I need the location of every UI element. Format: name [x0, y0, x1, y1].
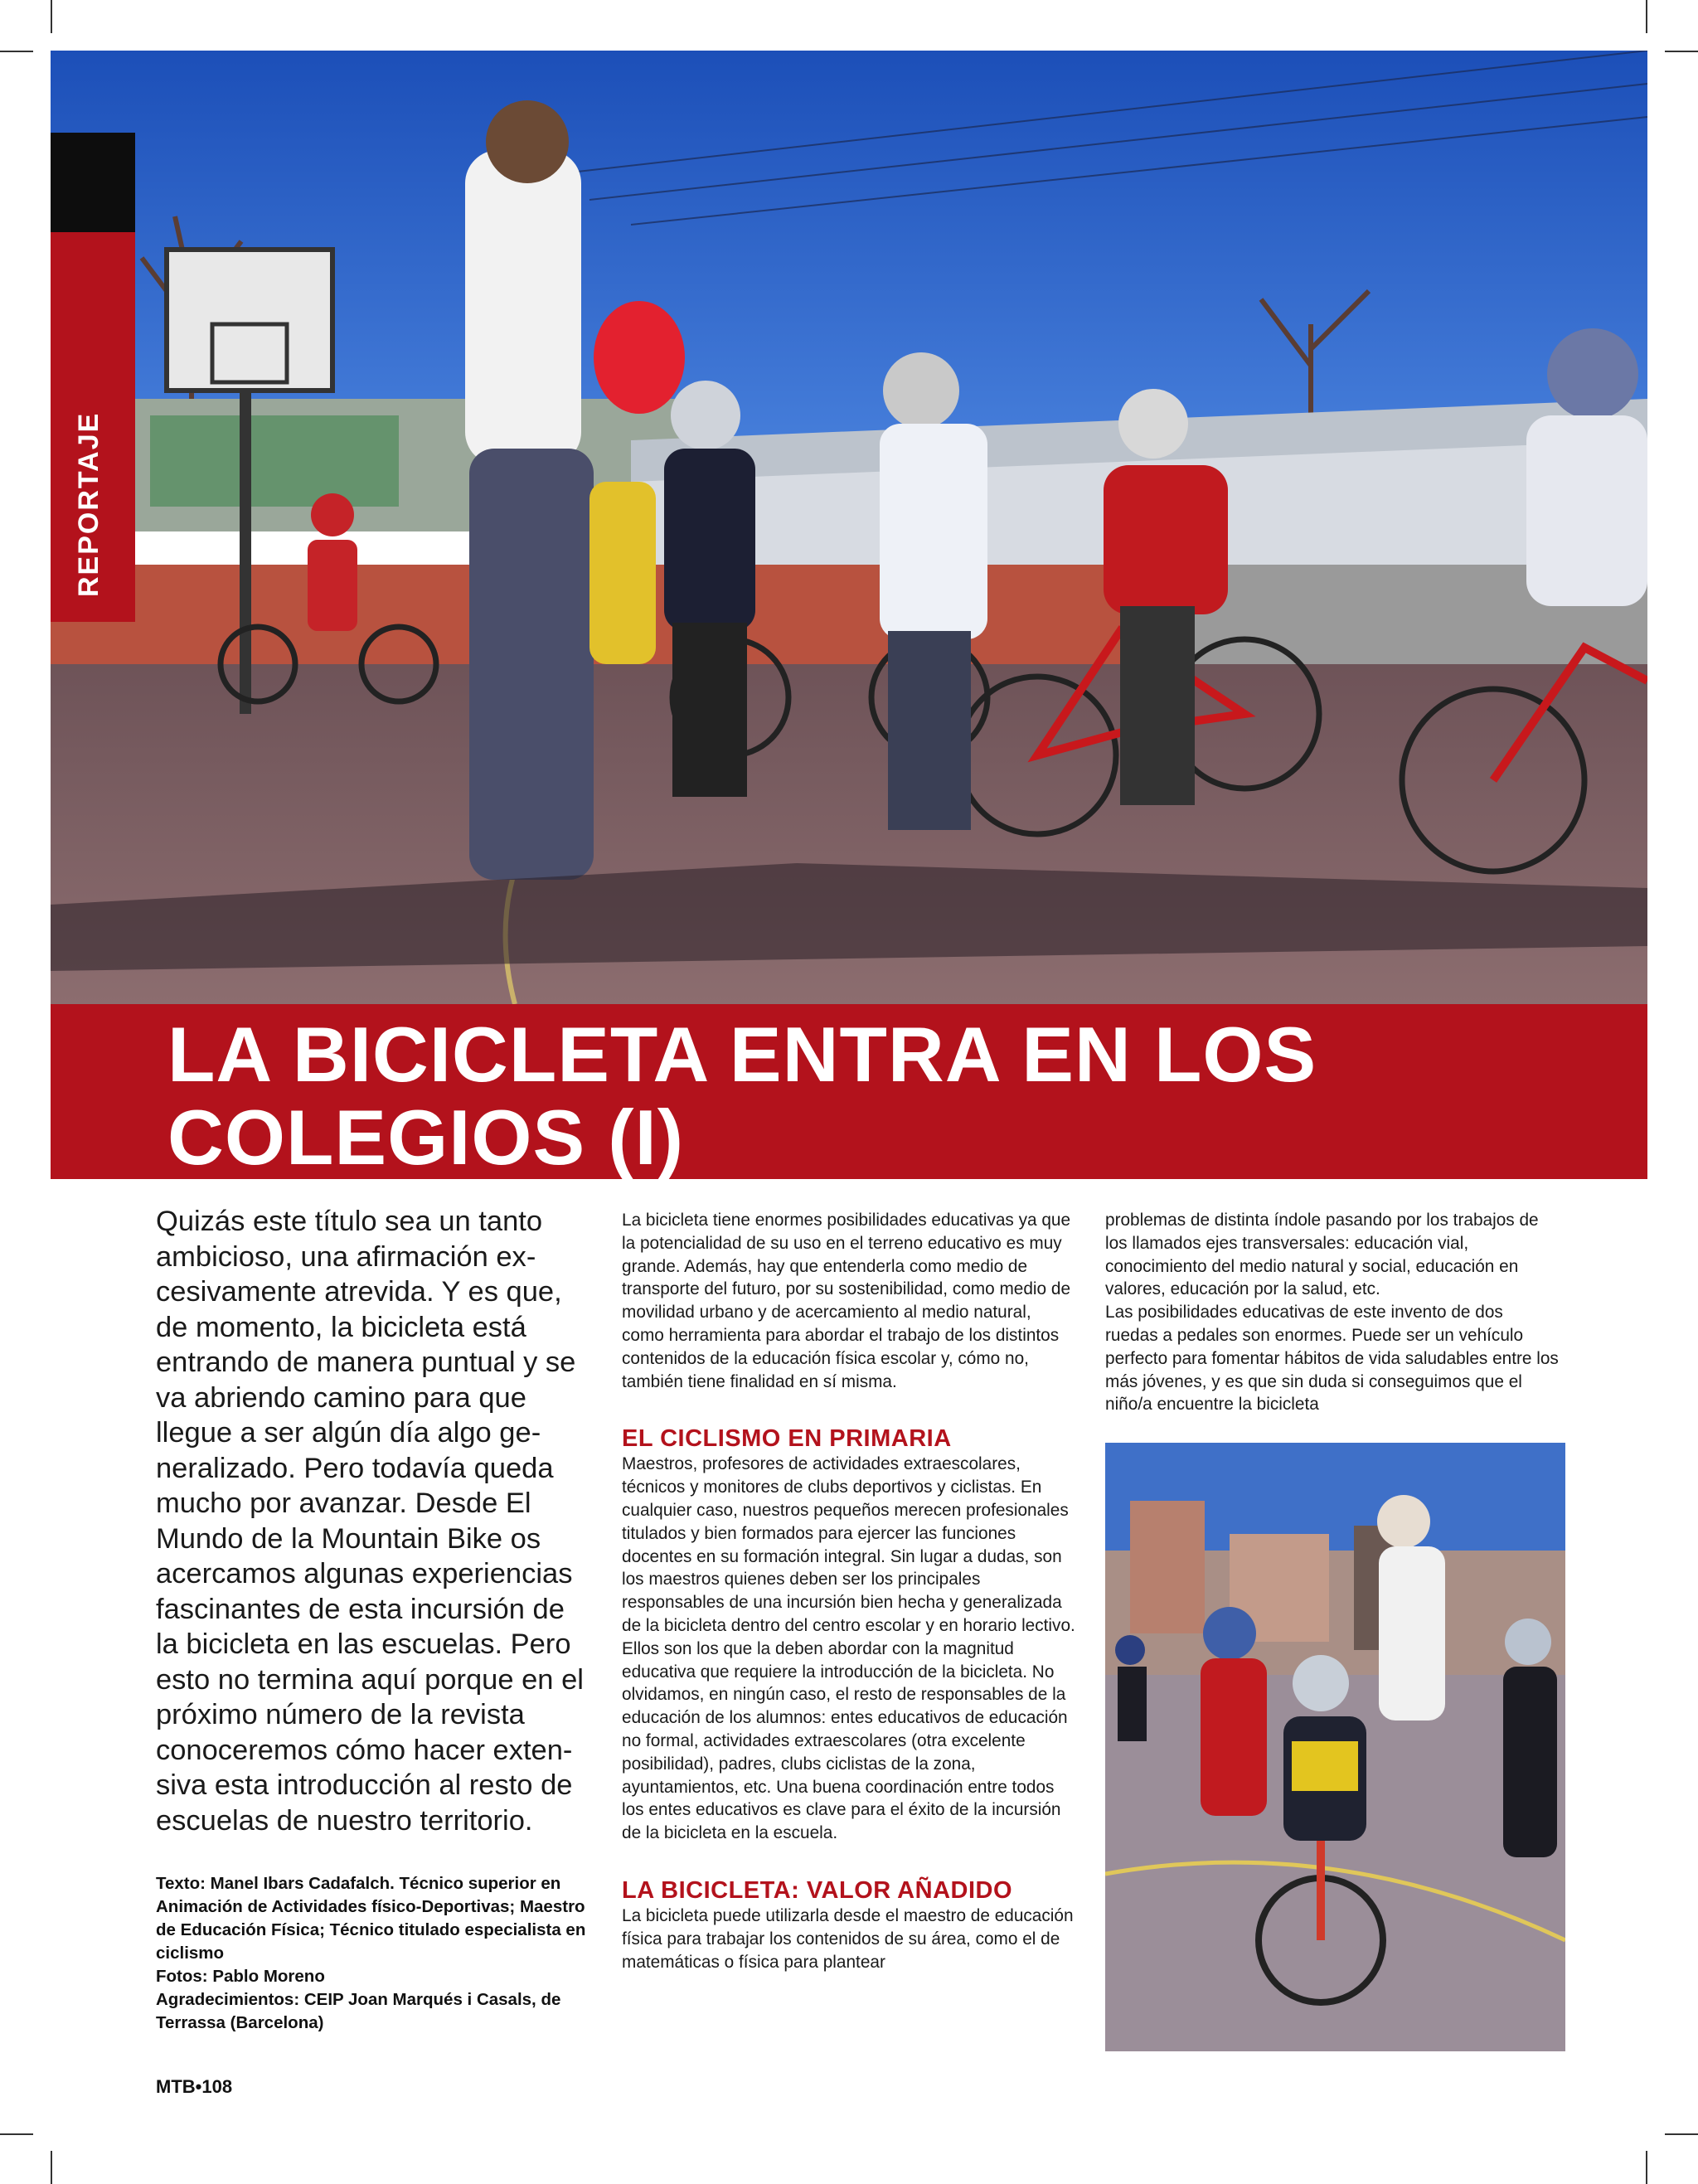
intro-text: Quizás este título sea un tanto ambicioso, una afirmación excesivamente atrevida. Y es que, de momento, la bicicleta está entrando de manera puntual y se va abriendo camino para que llegue a ser algún día algo generalizado. Pero todavía queda mucho por avanzar. Desde El Mundo de la Mountain Bike os acercamos algunas experiencias fascinantes de esta incursión de la bicicleta en las escuelas. Pero esto no termina aquí porque en el próximo número de la revista conoceremos cómo hacer extensiva esta introducción al resto de escuelas de nuestro territorio.	[156, 1206, 584, 1837]
crop-mark	[51, 2151, 52, 2184]
crop-mark	[1646, 2151, 1647, 2184]
credits-text: Texto: Manel Ibars Cadafalch. Técnico superior en Animación de Actividades físico-Deportivas; Maestro de Educación Física; Técnico titulado especialista en ciclismo	[156, 1874, 586, 1963]
paragraph: La bicicleta puede utilizarla desde el maestro de educación física para trabajar los contenidos de su área, como el de matemáticas o física para plantear	[622, 1905, 1074, 1972]
subhead-primaria: EL CICLISMO EN PRIMARIA	[622, 1425, 952, 1453]
crop-mark	[0, 51, 33, 52]
crop-mark	[1665, 51, 1698, 52]
body-column-3	[1105, 1209, 1560, 1416]
paragraph: Las posibilidades educativas de este invento de dos ruedas a pedales son enormes. Puede ser un vehículo perfecto para fomentar hábitos de vida saludables entre los más jóvenes, y es que sin duda si conseguimos que el niño/a encuentre la bicicleta	[1105, 1303, 1559, 1415]
crop-mark	[1646, 0, 1647, 33]
section-tab-black	[51, 133, 135, 232]
article-title	[167, 1013, 1627, 1179]
credits	[156, 1872, 587, 2035]
title-line-2: COLEGIOS (I)	[167, 1094, 684, 1181]
paragraph: Maestros, profesores de actividades extraescolares, técnicos y monitores de clubs deportivos y ciclistas. En cualquier caso, nuestros pequeños merecen profesionales titulados y bien formados para ejercer las funciones docentes en su formación integral. Sin lugar a dudas, son los maestros quienes deben ser los principales responsables de una incursión bien hecha y generalizada de la bicicleta dentro del centro escolar y en horario lectivo. Ellos son los que la deben abordar con la magnitud educativa que requiere la introducción de la bicicleta. No olvidamos, en ningún caso, el resto de responsables de la educación de los alumnos: entes educativos de educación no formal, actividades extraescolares (otra excelente posibilidad), padres, clubs ciclistas de la zona, ayuntamientos, etc. Una buena coordinación entre todos los entes educativos es clave para el éxito de la incursión de la bicicleta en la escuela.	[622, 1454, 1075, 1843]
crop-mark	[51, 0, 52, 33]
credits-photos: Fotos: Pablo Moreno	[156, 1967, 325, 1986]
paragraph: problemas de distinta índole pasando por los trabajos de los llamados ejes transversales: educación vial, conocimiento del medio natural y social, educación en valores, educación por la salud, etc.	[1105, 1211, 1539, 1299]
section-tab-label: REPORTAJE	[73, 411, 104, 597]
hero-photo	[51, 51, 1647, 1004]
body-column-2	[622, 1209, 1076, 1973]
crop-mark	[1665, 2133, 1698, 2135]
page-folio: MTB•108	[156, 2076, 233, 2097]
title-line-1: LA BICICLETA ENTRA EN LOS	[167, 1011, 1317, 1098]
crop-mark	[0, 2133, 33, 2135]
credits-thanks: Agradecimientos: CEIP Joan Marqués i Casals, de Terrassa (Barcelona)	[156, 1990, 561, 2032]
secondary-photo	[1105, 1443, 1565, 2051]
paragraph: La bicicleta tiene enormes posibilidades educativas ya que la potencialidad de su uso en el terreno educativo es muy grande. Además, hay que entenderla como medio de transporte del futuro, por su sostenibilidad, como medio de movilidad urbano y de acercamiento al medio natural, como herramienta para abordar el trabajo de los distintos contenidos de la educación física escolar y, cómo no, también tiene finalidad en sí misma.	[622, 1211, 1071, 1391]
subhead-valor-anadido: LA BICICLETA: VALOR AÑADIDO	[622, 1876, 1013, 1904]
